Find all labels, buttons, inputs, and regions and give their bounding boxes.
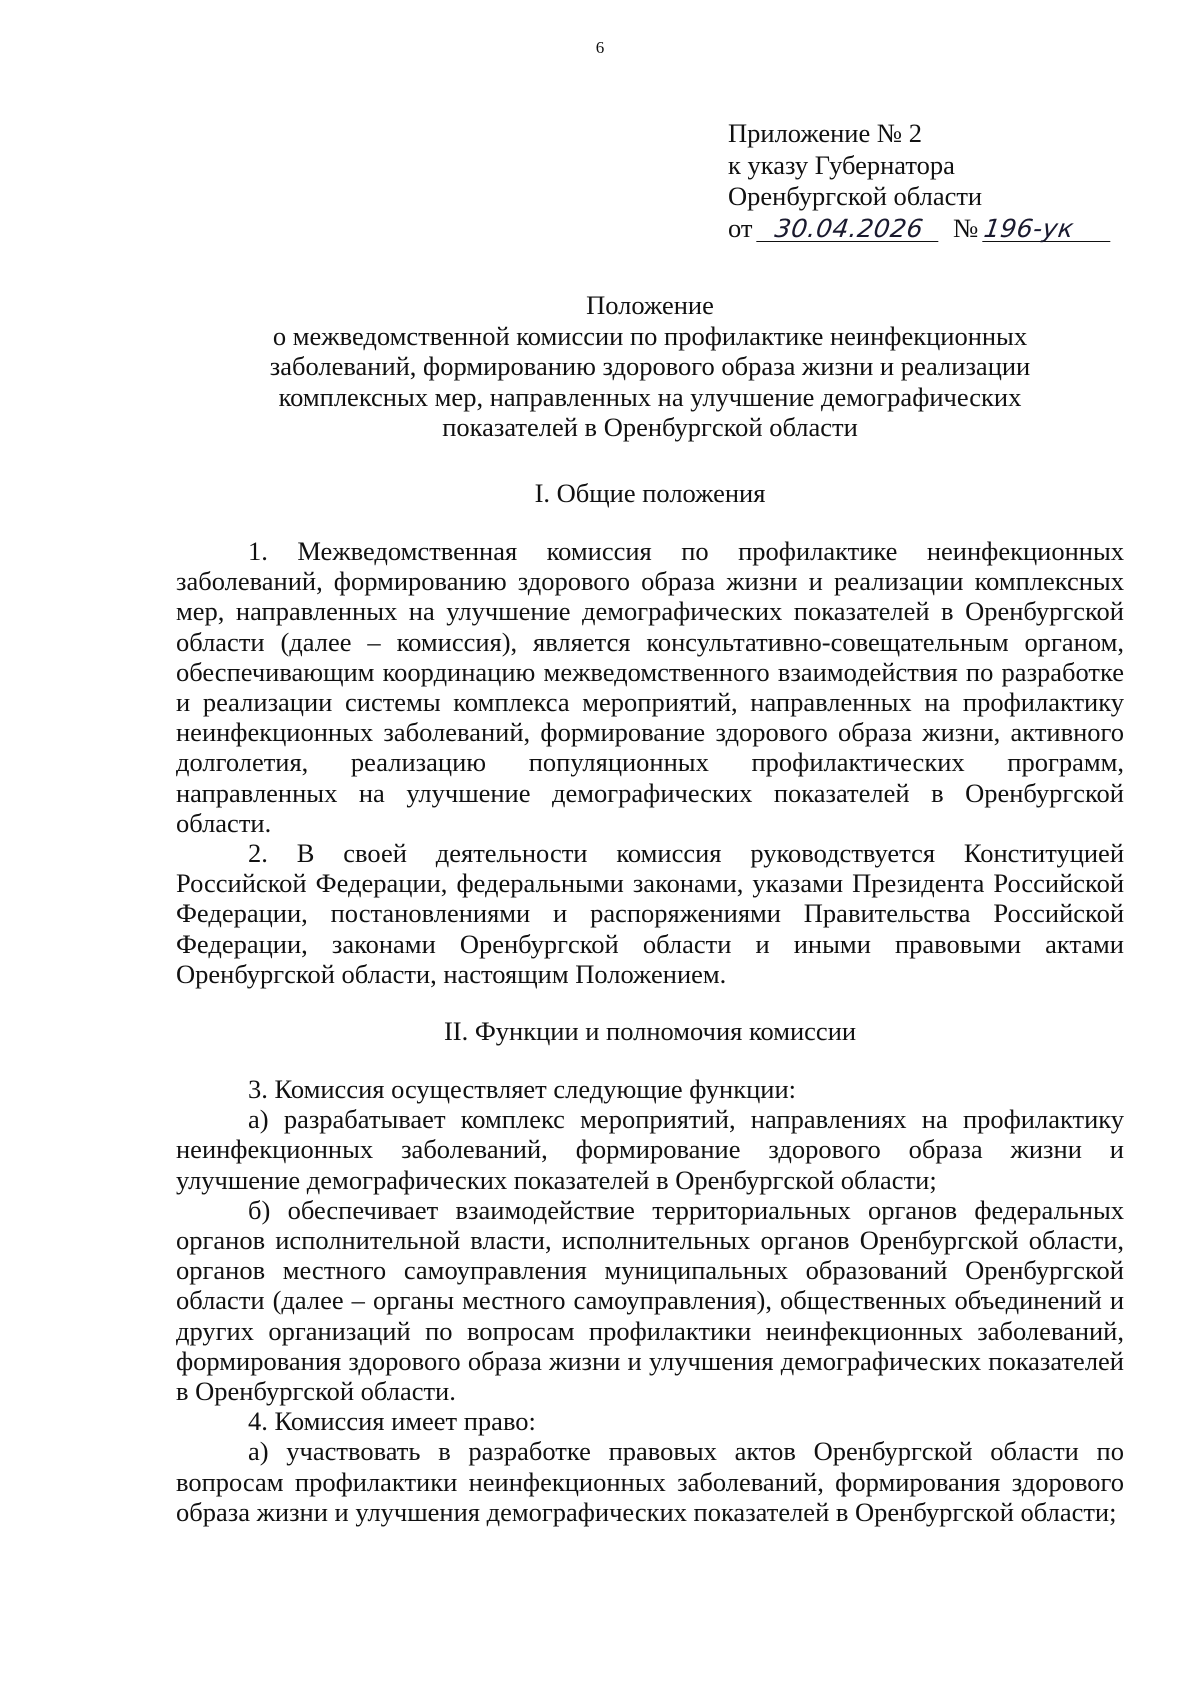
handwritten-date: 30.04.2026 (757, 217, 943, 242)
document-title (160, 290, 1140, 443)
appendix-date-line (728, 213, 1168, 245)
paragraph-2: 2. В своей деятельности комиссия руководствуется Конституцией Российской Федерации, федеральными законами, указами Президента Российской Федерации, постановлениями и распоряжениями Правительства Российской Федерации, законами Оренбургской области и иными правовыми актами Оренбургской области, настоящим Положением. (176, 838, 1124, 989)
title-line-2: о межведомственной комиссии по профилактике неинфекционных (272, 320, 1028, 351)
title-line-5: показателей в Оренбургской области (442, 412, 858, 442)
section-1-heading: I. Общие положения (534, 478, 766, 508)
paragraph-4: 4. Комиссия имеет право: (248, 1406, 536, 1437)
title-line-3: заболеваний, формированию здорового образа жизни и реализации (269, 351, 1031, 381)
appendix-line-1: Приложение № 2 (728, 118, 923, 148)
paragraph-4a: а) участвовать в разработке правовых актов Оренбургской области по вопросам профилактики неинфекционных заболеваний, формирования здорового образа жизни и улучшения демографических показателей в Оренбургской области; (176, 1436, 1124, 1527)
appendix-block (728, 118, 1168, 244)
page-number: 6 (595, 38, 605, 57)
section-2-heading: II. Функции и полномочия комиссии (443, 1016, 857, 1046)
paragraph-3b: б) обеспечивает взаимодействие территориальных органов федеральных органов исполнительной власти, исполнительных органов Оренбургской области, органов местного самоуправления муниципальных образований Оренбургской области (далее – органы местного самоуправления), общественных объединений и других организаций по вопросам профилактики неинфекционных заболеваний, формирования здорового образа жизни и улучшения демографических показателей в Оренбургской области. (176, 1194, 1124, 1407)
section-2-body (176, 1074, 1124, 1527)
appendix-line-2: к указу Губернатора (728, 149, 955, 180)
title-line-1: Положение (586, 290, 714, 320)
section-1-body (176, 536, 1124, 989)
appendix-line-3: Оренбургской области (728, 181, 983, 211)
handwritten-number: 196-ук (983, 217, 1115, 242)
title-line-4: комплексных мер, направленных на улучшение демографических (278, 381, 1022, 412)
paragraph-3: 3. Комиссия осуществляет следующие функции: (248, 1074, 796, 1104)
paragraph-3a: а) разрабатывает комплекс мероприятий, направлениях на профилактику неинфекционных заболеваний, формирование здорового образа жизни и улучшение демографических показателей в Оренбургской области; (176, 1104, 1124, 1195)
paragraph-1: 1. Межведомственная комиссия по профилактике неинфекционных заболеваний, формированию здорового образа жизни и реализации комплексных мер, направленных на улучшение демографических показателей в Оренбургской области (далее – комиссия), является консультативно-совещательным органом, обеспечивающим координацию межведомственного взаимодействия по разработке и реализации системы комплекса мероприятий, направленных на профилактику неинфекционных заболеваний, формирование здорового образа жизни, активного долголетия, реализацию популяционных профилактических программ, направленных на улучшение демографических показателей в Оренбургской области. (176, 536, 1124, 838)
date-prefix: от (728, 212, 753, 243)
number-prefix: № (953, 212, 979, 243)
